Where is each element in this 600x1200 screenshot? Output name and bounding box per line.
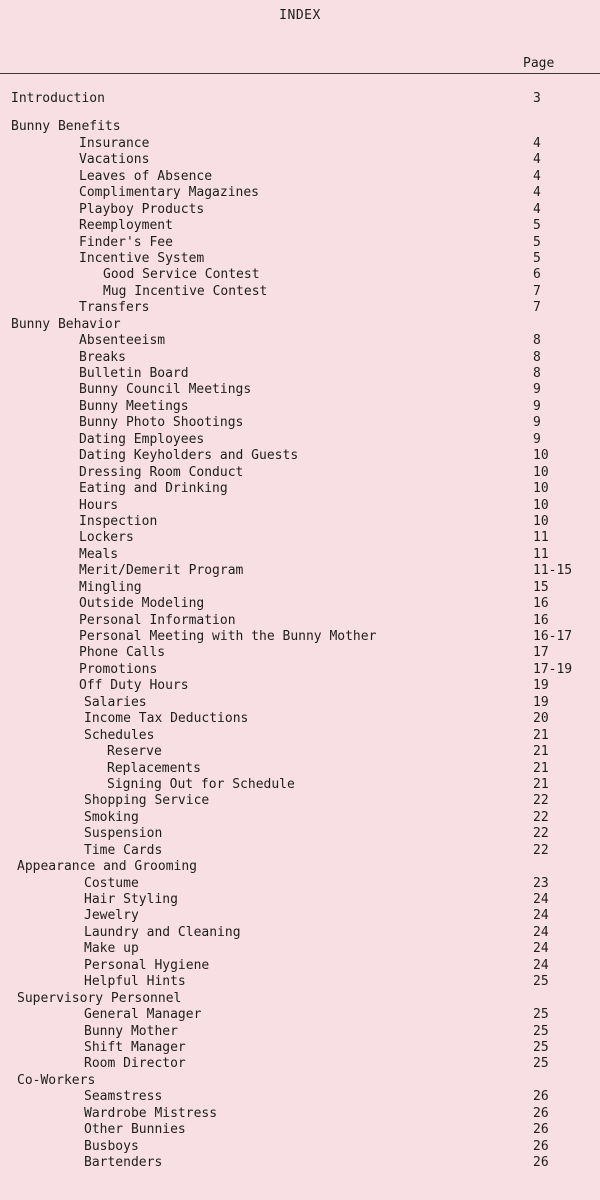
page-number: 10 (533, 513, 549, 529)
index-entry (0, 218, 600, 234)
entry-label: Good Service Contest (103, 267, 260, 283)
page-number: 24 (533, 908, 549, 924)
page-number: 24 (533, 941, 549, 957)
index-entry (0, 908, 600, 924)
index-entry (0, 448, 600, 464)
index-section (0, 91, 600, 107)
entry-label: Phone Calls (79, 645, 166, 661)
index-entry (0, 530, 600, 546)
page-number: 21 (533, 760, 549, 776)
entry-label: Inspection (79, 513, 158, 529)
page-number: 4 (533, 168, 541, 184)
page-number: 25 (533, 1023, 549, 1039)
page-number: 25 (533, 974, 549, 990)
entry-label: Dating Keyholders and Guests (79, 448, 299, 464)
page-number: 10 (533, 497, 549, 513)
index-entry (0, 645, 600, 661)
index-section (0, 119, 600, 135)
entry-label: Dressing Room Conduct (79, 464, 244, 480)
index-entry (0, 333, 600, 349)
page-number: 4 (533, 135, 541, 151)
entry-label: Smoking (84, 809, 139, 825)
page-number: 4 (533, 185, 541, 201)
page-number: 26 (533, 1138, 549, 1154)
page-number: 26 (533, 1122, 549, 1138)
index-entry (0, 1122, 600, 1138)
section-label: Bunny Benefits (11, 119, 121, 135)
page-number: 5 (533, 218, 541, 234)
entry-label: Time Cards (84, 842, 163, 858)
page-number: 11-15 (533, 563, 573, 579)
page-number: 8 (533, 366, 541, 381)
page-number: 20 (533, 711, 549, 727)
page-number: 19 (533, 694, 549, 710)
entry-label: Lockers (79, 530, 134, 546)
page-number: 10 (533, 448, 549, 464)
entry-label: Shift Manager (84, 1039, 186, 1055)
index-section (0, 1073, 600, 1089)
entry-label: Outside Modeling (79, 596, 205, 612)
index-entry (0, 613, 600, 629)
page-number: 15 (533, 579, 549, 595)
entry-label: Mingling (79, 579, 142, 595)
index-entry (0, 382, 600, 398)
index-entry (0, 1024, 600, 1040)
entry-label: Personal Information (79, 612, 236, 628)
entry-label: Meals (79, 546, 119, 562)
page-number: 6 (533, 267, 541, 283)
entry-label: Other Bunnies (84, 1122, 186, 1138)
section-label: Introduction (11, 91, 105, 106)
entry-label: Finder's Fee (79, 234, 173, 250)
index-entry (0, 629, 600, 645)
page-number: 9 (533, 415, 541, 431)
entry-label: Transfers (79, 300, 150, 316)
index-entry (0, 777, 600, 793)
page-number: 10 (533, 464, 549, 480)
entry-label: Personal Meeting with the Bunny Mother (79, 629, 377, 644)
page-number: 24 (533, 924, 549, 940)
index-title: INDEX (279, 8, 321, 23)
index-entry (0, 350, 600, 366)
entry-label: Income Tax Deductions (84, 711, 249, 727)
entry-label: Room Director (84, 1056, 186, 1072)
entry-label: Costume (84, 875, 139, 891)
page-number: 11 (533, 530, 549, 546)
entry-label: Salaries (84, 694, 147, 710)
index-entry (0, 267, 600, 283)
entry-label: Bunny Council Meetings (79, 382, 252, 398)
index-entry (0, 136, 600, 152)
index-section (0, 859, 600, 875)
index-entry (0, 235, 600, 251)
page-number: 5 (533, 250, 541, 266)
entry-label: Reserve (107, 744, 162, 760)
entry-label: Complimentary Magazines (79, 185, 260, 201)
page-number: 21 (533, 776, 549, 792)
index-entry (0, 662, 600, 678)
entry-label: Signing Out for Schedule (107, 776, 295, 792)
page-number: 9 (533, 431, 541, 447)
index-entry (0, 284, 600, 300)
entry-label: Suspension (84, 826, 163, 842)
page-number: 21 (533, 727, 549, 743)
index-section (0, 317, 600, 333)
index-entry (0, 728, 600, 744)
page-number: 21 (533, 744, 549, 760)
entry-label: Absenteeism (79, 333, 166, 349)
page-number: 22 (533, 842, 549, 858)
page-number: 24 (533, 892, 549, 907)
index-entry (0, 399, 600, 415)
index-entry (0, 941, 600, 957)
section-gap (0, 107, 600, 119)
section-label: Bunny Behavior (11, 316, 121, 332)
page-number: 9 (533, 398, 541, 414)
index-entry (0, 826, 600, 842)
index-entry (0, 498, 600, 514)
index-entry (0, 185, 600, 201)
page-number: 25 (533, 1056, 549, 1072)
index-entry (0, 169, 600, 185)
entry-label: Vacations (79, 152, 150, 168)
page-number: 17-19 (533, 661, 573, 677)
entry-label: Playboy Products (79, 201, 205, 217)
entry-label: Leaves of Absence (79, 168, 213, 184)
entry-label: Busboys (84, 1138, 139, 1154)
index-entry (0, 843, 600, 859)
entry-label: Reemployment (79, 218, 173, 234)
index-entry (0, 958, 600, 974)
header-rule (0, 73, 600, 74)
page-number: 8 (533, 333, 541, 349)
page-number: 17 (533, 645, 549, 661)
section-label: Appearance and Grooming (17, 859, 198, 875)
index-entry (0, 1040, 600, 1056)
index-entry (0, 793, 600, 809)
entry-label: Shopping Service (84, 793, 210, 809)
index-entry (0, 876, 600, 892)
index-entry (0, 810, 600, 826)
index-entry (0, 415, 600, 431)
index-entry (0, 1106, 600, 1122)
index-entry (0, 711, 600, 727)
page-number: 3 (533, 91, 541, 106)
index-entry (0, 925, 600, 941)
page-number: 7 (533, 283, 541, 299)
page-number: 19 (533, 678, 549, 694)
page-number: 5 (533, 234, 541, 250)
entry-label: Schedules (84, 727, 155, 743)
entry-label: Dating Employees (79, 431, 205, 447)
page-number: 25 (533, 1007, 549, 1023)
index-entry (0, 1089, 600, 1105)
index-entry (0, 202, 600, 218)
page-number: 26 (533, 1155, 549, 1170)
page-number: 9 (533, 382, 541, 398)
page-number: 8 (533, 349, 541, 365)
index-entry (0, 892, 600, 908)
entry-label: Eating and Drinking (79, 481, 228, 497)
index-entry (0, 1056, 600, 1072)
page-number: 23 (533, 875, 549, 891)
entry-label: Bulletin Board (79, 366, 189, 381)
index-entry (0, 481, 600, 497)
entry-label: Breaks (79, 349, 126, 365)
index-section (0, 991, 600, 1007)
entry-label: Hours (79, 497, 119, 513)
page-number: 16-17 (533, 629, 573, 644)
index-entry (0, 1139, 600, 1155)
page-column-header: Page (523, 56, 555, 71)
index-list (0, 91, 600, 1171)
index-entry (0, 580, 600, 596)
page-number: 4 (533, 201, 541, 217)
page-number: 22 (533, 826, 549, 842)
page-number: 22 (533, 793, 549, 809)
index-entry (0, 432, 600, 448)
index-entry (0, 678, 600, 694)
entry-label: Seamstress (84, 1089, 163, 1105)
page-number: 24 (533, 957, 549, 973)
entry-label: Wardrobe Mistress (84, 1105, 218, 1121)
entry-label: Helpful Hints (84, 974, 186, 990)
index-entry (0, 152, 600, 168)
entry-label: Insurance (79, 135, 150, 151)
index-entry (0, 744, 600, 760)
page-number: 16 (533, 596, 549, 612)
entry-label: Promotions (79, 661, 158, 677)
page-number: 26 (533, 1105, 549, 1121)
index-entry (0, 251, 600, 267)
entry-label: Mug Incentive Contest (103, 283, 268, 299)
index-entry (0, 547, 600, 563)
entry-label: Bunny Meetings (79, 398, 189, 414)
index-entry (0, 695, 600, 711)
page-number: 25 (533, 1039, 549, 1055)
entry-label: Incentive System (79, 250, 205, 266)
index-entry (0, 596, 600, 612)
page-number: 11 (533, 546, 549, 562)
index-entry (0, 974, 600, 990)
entry-label: Bunny Photo Shootings (79, 415, 244, 431)
page-number: 4 (533, 152, 541, 168)
page-number: 26 (533, 1089, 549, 1105)
index-entry (0, 366, 600, 382)
page-number: 16 (533, 612, 549, 628)
entry-label: Bunny Mother (84, 1023, 178, 1039)
page-number: 10 (533, 481, 549, 497)
entry-label: Bartenders (84, 1155, 163, 1170)
entry-label: Off Duty Hours (79, 678, 189, 694)
index-entry (0, 300, 600, 316)
entry-label: Make up (84, 941, 139, 957)
entry-label: General Manager (84, 1007, 202, 1023)
index-entry (0, 1007, 600, 1023)
entry-label: Replacements (107, 760, 201, 776)
section-label: Supervisory Personnel (17, 990, 182, 1006)
index-entry (0, 465, 600, 481)
entry-label: Jewelry (84, 908, 139, 924)
index-entry (0, 1155, 600, 1171)
index-entry (0, 761, 600, 777)
section-label: Co-Workers (17, 1072, 96, 1088)
page-number: 22 (533, 809, 549, 825)
entry-label: Laundry and Cleaning (84, 924, 241, 940)
index-entry (0, 514, 600, 530)
entry-label: Merit/Demerit Program (79, 563, 244, 579)
entry-label: Personal Hygiene (84, 957, 210, 973)
index-entry (0, 563, 600, 579)
entry-label: Hair Styling (84, 892, 178, 907)
page-number: 7 (533, 300, 541, 316)
